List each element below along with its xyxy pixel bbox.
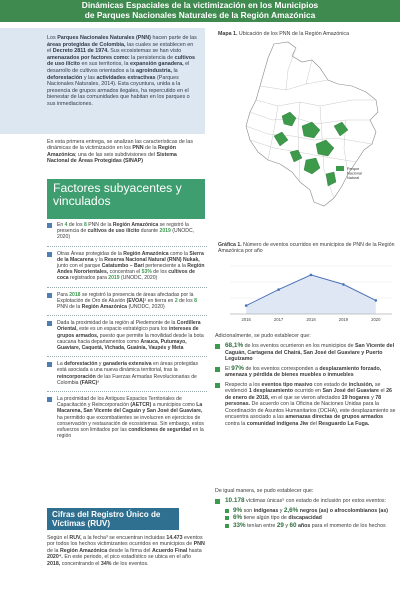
check-square-icon	[215, 499, 220, 504]
check-square-icon	[215, 367, 220, 372]
bullet-item: En 4 de los 8 PNN de la Región Amazónica se registró la presencia de cultivos de uso ilícito durante 2019 (UNODC, 2020)	[47, 222, 207, 241]
check-square-icon	[215, 344, 220, 349]
intro-paragraph-2	[47, 139, 199, 165]
legend-swatch	[336, 166, 344, 171]
intro2-bold: Región Amazónica	[47, 145, 176, 158]
bullet-item: Para 2018 se registró la presencia de áreas afectadas por la Explotación de Oro de Aluvión (EVOA)¹ en tierra en 2 de los 8 PNN de la Región Amazónica (UNODC, 2020)	[47, 292, 207, 311]
bullet-item: La deforestación y ganadería extensiva en áreas protegidas está asociada a una nueva dinámica territorial, tras la reincorporación de las Fuerzas Armadas Revolucionarias de Colombia (FARC)²	[47, 361, 207, 386]
finding-item: 68,1% de los eventos ocurrieron en los municipios de San Vicente del Caguán, Cartagena del Chairá, San José del Guaviare y Puerto Leguízamo	[215, 343, 398, 363]
victims-sub-item: 9% son indígenas y 2,6% negros (as) o afrocolombianos (as)	[215, 508, 398, 515]
intro-text: en sus territorios, la	[79, 61, 130, 68]
line-chart	[216, 258, 398, 328]
intro-bold: Decreto 2811 de 1974.	[52, 48, 109, 55]
findings-list	[215, 343, 398, 430]
sub-bullet-icon	[225, 516, 229, 520]
bullet-square-icon	[47, 252, 52, 257]
bullet-item: Dada la proximidad de la región al Piedemonte de la Cordillera Oriental, este es un espacio estratégico para los intereses de grupos armados, puesto que permite la movilidad desde la bota caucana hacia departamentos como Arauca, Putumayo, Guaviare, Caquetá, Vichada, Guainía, Vaupés y Meta	[47, 320, 207, 351]
right-also: De igual manera, se pudo establecer que:	[215, 488, 314, 494]
finding-item: Respecto a los eventos tipo masivo con estado de inclusión, se evidenció 1 desplazamiento ocurrido en San José del Guaviare el 26 de enero de 2018, en el que se vieron afectados 19 hogares y 78 personas. De acuerdo con la Oficina de Naciones Unidas para la Coordinación de Asuntos Humanitarios (OCHA), este desplazamiento se encuentra asociado a las amenazas directas de grupos armados contra la comunidad indígena Jiw del Resguardo La Fuga.	[215, 382, 398, 428]
divider	[47, 315, 207, 316]
bullet-square-icon	[47, 362, 52, 367]
intro2-text: de la	[143, 145, 159, 152]
bullet-item: Otras Áreas protegidas de la Región Amazónica como la Sierra de la Macarena y la Reserva Nacional Natural (RNN) Nukak, junto con el parque Catatumbo – Barí perteneciente a la Región Andes Nororientales, concentran el 53% de los cultivos de coca registrados para 2019 (UNODC, 2020)	[47, 251, 207, 282]
x-tick-label: 2019	[338, 317, 349, 322]
legend-label-3: Natural	[347, 176, 360, 180]
intro-bold: deforestación	[47, 74, 83, 81]
map-svg	[216, 40, 398, 212]
factores-bullet-list	[47, 222, 207, 444]
series-area	[246, 275, 376, 314]
intro-text: hacen parte de las	[150, 35, 197, 41]
data-point	[375, 299, 378, 302]
intro-text: Los	[47, 35, 58, 41]
intro-bold: agroindustria,	[136, 67, 172, 74]
intro-bold: áreas protegidas de Colombia,	[47, 41, 126, 48]
x-tick-label: 2016	[241, 317, 251, 322]
intro-bold: actividades extractivas	[96, 74, 156, 81]
intro-bold: cultivos de uso ilícito	[47, 54, 196, 68]
header-title-line1: Dinámicas Espaciales de la victimización en los Municipios	[81, 0, 319, 10]
intro2-text: En esta primera entrega, se analizan las características de las dinámicas de la victimización en los	[47, 139, 194, 152]
legend-label-1: Parque	[347, 167, 360, 171]
x-tick-label: 2018	[306, 317, 316, 322]
legend-label-2: Nacional	[347, 171, 362, 176]
section-title-factores: Factores subyacentes y vinculados	[47, 179, 205, 219]
intro-bold: expansión ganadera,	[130, 61, 184, 68]
intro-bold: amenazados por factores como:	[47, 54, 130, 61]
chart-svg	[216, 258, 398, 328]
header-title-line2	[0, 11, 400, 21]
intro-text: (Parques Nacionales Naturales, 2014). Esta coyuntura, unida a la presencia de grupos armados ilegales, ha repercutido en el bienestar de las comunidades que habitan en los parques o sus inmediaciones.	[47, 74, 190, 107]
x-tick-label: 2020	[371, 317, 381, 322]
chart-caption: Gráfica 1. Número de eventos ocurridos en municipios de PNN de la Región Amazónica por año	[218, 242, 395, 255]
divider	[47, 246, 207, 247]
sub-bullet-icon	[225, 509, 229, 513]
intro-text: la persistencia de	[129, 54, 175, 61]
victims-item: 10.178 víctimas únicas⁵ con estado de inclusión por estos eventos:	[215, 498, 398, 505]
intro-text: Sus ecosistemas se han visto	[108, 48, 182, 55]
divider	[47, 287, 207, 288]
ruv-title: Cifras del Registro Único de Víctimas (RUV)	[47, 508, 179, 530]
right-intro: Adicionalmente, se pudo establecer que:	[215, 333, 311, 339]
bullet-square-icon	[47, 293, 52, 298]
victims-sub-item: 33% tenían entre 29 y 60 años para el momento de los hechos	[215, 523, 398, 530]
data-point	[277, 288, 280, 291]
x-tick-label: 2017	[273, 317, 284, 322]
ruv-paragraph: Según el RUV, a la fecha³ se encuentran incluidas 14.473 eventos por todos los hechos victimizantes ocurridos en municipios de PNN de la Región Amazónica desde la firma del Acuerdo Final hasta 2020⁴. En este periodo, el pico estadístico se ubica en el año 2018, concentrando el 34% de los eventos.	[47, 535, 205, 567]
finding-item: El 97% de los eventos corresponden a desplazamiento forzado, amenaza y pérdida de bienes muebles o inmuebles	[215, 366, 398, 379]
sub-bullet-icon	[225, 524, 229, 528]
intro2-bold: PNN	[132, 145, 144, 152]
intro-bold: Parques Nacionales Naturales (PNN)	[57, 35, 151, 41]
check-square-icon	[215, 383, 220, 388]
victims-sub-item: 6% tiene algún tipo de discapacidad	[215, 515, 398, 522]
victims-block	[215, 498, 398, 530]
intro-text: las cuales se establecen en el	[47, 41, 194, 55]
bullet-item: La proximidad de los Antiguos Espacios Territoriales de Capacitación y Reincorporación (AETCR) a municipios como La Macarena, San Vicente del Caguán y San José del Guaviare, ha permitido que excombatientes se involucren en ejercicios de conservación y restauración de ecosistemas. Sin embargo, estos esfuerzos son limitados por las condiciones de seguridad en la región	[47, 396, 207, 439]
header-title-line2-b: Región Amazónica	[240, 9, 316, 20]
data-point	[245, 304, 248, 307]
bullet-square-icon	[47, 321, 52, 326]
intro-text: la	[171, 67, 178, 74]
data-point	[310, 274, 313, 277]
data-point	[342, 283, 345, 286]
map-figure	[216, 40, 398, 212]
intro-text: el desarrollo de cultivos orientados a la	[47, 61, 190, 74]
map-caption: Mapa 1. Ubicación de los PNN de la Región Amazónica	[218, 31, 350, 37]
bullet-square-icon	[47, 223, 52, 228]
bullet-square-icon	[47, 397, 52, 402]
intro2-bold: Sistema Nacional de Áreas Protegidas (SINAP)	[47, 151, 177, 165]
divider	[47, 391, 207, 392]
intro2-text: ; una de las seis subdivisiones del	[74, 151, 157, 158]
header-title-line2-a: de Parques Nacionales Naturales de la	[84, 9, 241, 20]
divider	[47, 356, 207, 357]
intro-text: y las	[82, 74, 97, 81]
intro-box	[0, 28, 205, 134]
page-header	[0, 0, 400, 22]
